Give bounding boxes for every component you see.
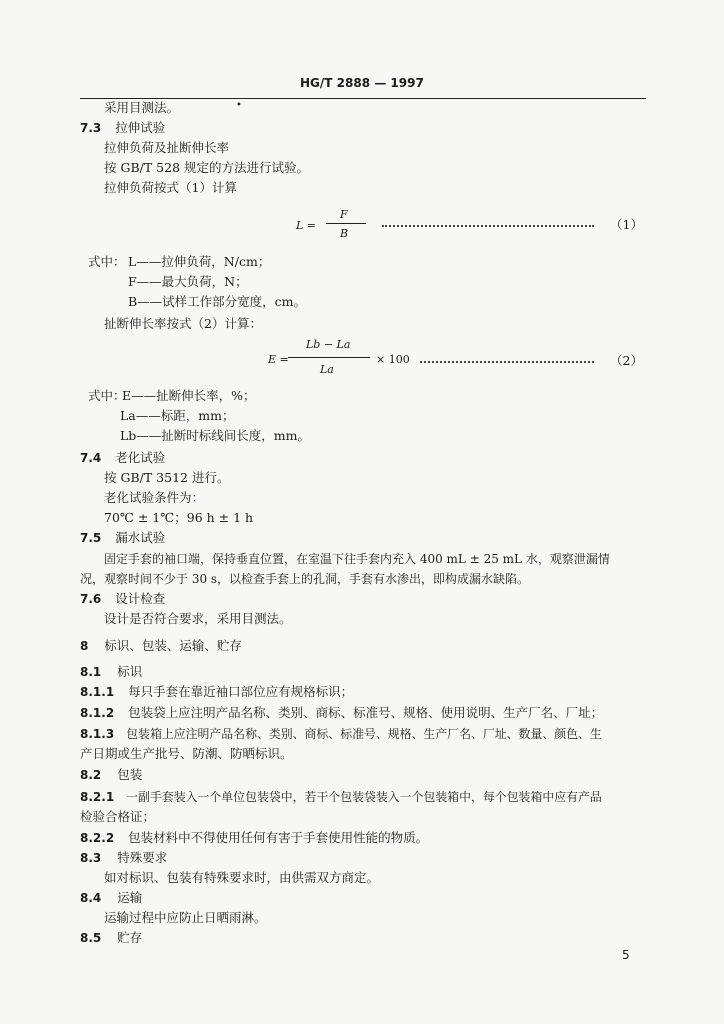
text-line: 按 GB/T 528 规定的方法进行试验。	[104, 160, 309, 175]
where-label: 式中：	[88, 388, 126, 403]
eq2-lhs: E =	[268, 353, 289, 366]
definition-L: L——拉伸负荷，N/cm；	[128, 254, 271, 269]
clause-text: 每只手套在靠近袖口部位应有规格标识；	[128, 684, 354, 699]
section-8-2-heading	[80, 767, 142, 783]
clause-8-2-1	[80, 789, 602, 805]
text-line: 扯断伸长率按式（2）计算：	[104, 316, 262, 331]
section-title: 标识、包装、运输、贮存	[104, 638, 242, 653]
section-7-5-heading	[80, 530, 165, 546]
clause-number: 8.2.1	[80, 790, 115, 804]
eq2-numerator: Lb − La	[306, 338, 351, 351]
definition-B: B——试样工作部分宽度，cm。	[128, 294, 307, 309]
text-line: 如对标识、包装有特殊要求时，由供需双方商定。	[104, 870, 380, 885]
eq1-leader-dots	[382, 223, 594, 227]
section-title: 贮存	[117, 930, 143, 945]
section-8-5-heading	[80, 930, 142, 946]
clause-number: 8.2.2	[80, 831, 115, 845]
section-8-4-heading	[80, 890, 142, 906]
text-line: 拉伸负荷及扯断伸长率	[104, 140, 230, 155]
eq1-fraction-bar	[326, 223, 366, 224]
section-title: 特殊要求	[117, 850, 168, 865]
text-line: 产日期或生产批号、防潮、防晒标识。	[80, 746, 293, 761]
eq1-denominator: B	[340, 227, 349, 240]
clause-number: 8.1.1	[80, 685, 115, 699]
section-title: 标识	[117, 664, 143, 679]
section-title: 包装	[117, 767, 143, 782]
clause-text: 包装材料中不得使用任何有害于手套使用性能的物质。	[128, 830, 429, 845]
section-title: 运输	[117, 890, 143, 905]
eq2-multiplier: × 100	[376, 353, 410, 366]
eq1-number: （1）	[610, 217, 643, 232]
section-7-6-heading	[80, 591, 165, 607]
section-7-3-heading	[80, 120, 165, 136]
text-line: 况，观察时间不少于 30 s，以检查手套上的孔洞，手套有水渗出，即构成漏水缺陷。	[80, 572, 530, 586]
eq2-number: （2）	[610, 353, 643, 368]
section-number: 8.2	[80, 768, 102, 782]
definition-E: E——扯断伸长率，%；	[122, 388, 256, 403]
clause-number: 8.1.3	[80, 727, 115, 741]
definition-La: La——标距，mm；	[120, 408, 235, 423]
section-number: 7.6	[80, 592, 102, 606]
section-number: 8.4	[80, 891, 102, 905]
stray-mark: •	[236, 100, 242, 111]
section-number: 7.5	[80, 531, 102, 545]
text-line: 采用目测法。	[104, 100, 180, 115]
standard-code-header: HG/T 2888 — 1997	[300, 76, 424, 90]
aging-conditions: 70℃ ± 1℃；96 h ± 1 h	[104, 510, 254, 525]
header-rule	[80, 98, 646, 99]
section-title: 漏水试验	[115, 530, 166, 545]
definition-F: F——最大负荷，N；	[128, 274, 248, 289]
where-label: 式中：	[88, 254, 126, 269]
text-line: 老化试验条件为：	[104, 490, 205, 505]
text-line: 固定手套的袖口端，保持垂直位置，在室温下往手套内充入 400 mL ± 25 mL 水，观察泄漏情	[104, 552, 610, 566]
clause-8-2-2	[80, 830, 428, 846]
page-number: 5	[622, 948, 630, 962]
eq1-lhs: L =	[296, 219, 317, 232]
section-number: 8.5	[80, 931, 102, 945]
section-number: 8.3	[80, 851, 102, 865]
section-number: 7.3	[80, 121, 102, 135]
section-7-4-heading	[80, 450, 165, 466]
definition-Lb: Lb——扯断时标线间长度，mm。	[120, 428, 311, 443]
section-8-heading	[80, 638, 242, 654]
section-title: 拉伸试验	[115, 120, 166, 135]
section-title: 老化试验	[115, 450, 166, 465]
eq2-denominator: La	[320, 363, 334, 376]
section-8-1-heading	[80, 664, 142, 680]
section-number: 7.4	[80, 451, 102, 465]
section-number: 8	[80, 639, 89, 653]
text-line: 按 GB/T 3512 进行。	[104, 470, 230, 485]
clause-8-1-2	[80, 705, 603, 721]
text-line: 检验合格证；	[80, 809, 156, 824]
clause-text: 一副手套装入一个单位包装袋中，若干个包装袋装入一个包装箱中，每个包装箱中应有产品	[126, 790, 602, 804]
section-number: 8.1	[80, 665, 102, 679]
eq2-leader-dots	[420, 359, 594, 363]
text-line: 拉伸负荷按式（1）计算	[104, 180, 237, 195]
section-8-3-heading	[80, 850, 167, 866]
eq1-numerator: F	[340, 208, 348, 221]
eq2-fraction-bar	[288, 357, 370, 358]
clause-text: 包装箱上应注明产品名称、类别、商标、标准号、规格、生产厂名、厂址、数量、颜色、生	[126, 727, 602, 741]
text-line: 设计是否符合要求，采用目测法。	[104, 611, 292, 626]
section-title: 设计检查	[115, 591, 166, 606]
clause-number: 8.1.2	[80, 706, 115, 720]
clause-8-1-1	[80, 684, 353, 700]
text-line: 运输过程中应防止日晒雨淋。	[104, 910, 267, 925]
clause-8-1-3	[80, 726, 602, 742]
clause-text: 包装袋上应注明产品名称、类别、商标、标准号、规格、使用说明、生产厂名、厂址；	[128, 705, 604, 720]
